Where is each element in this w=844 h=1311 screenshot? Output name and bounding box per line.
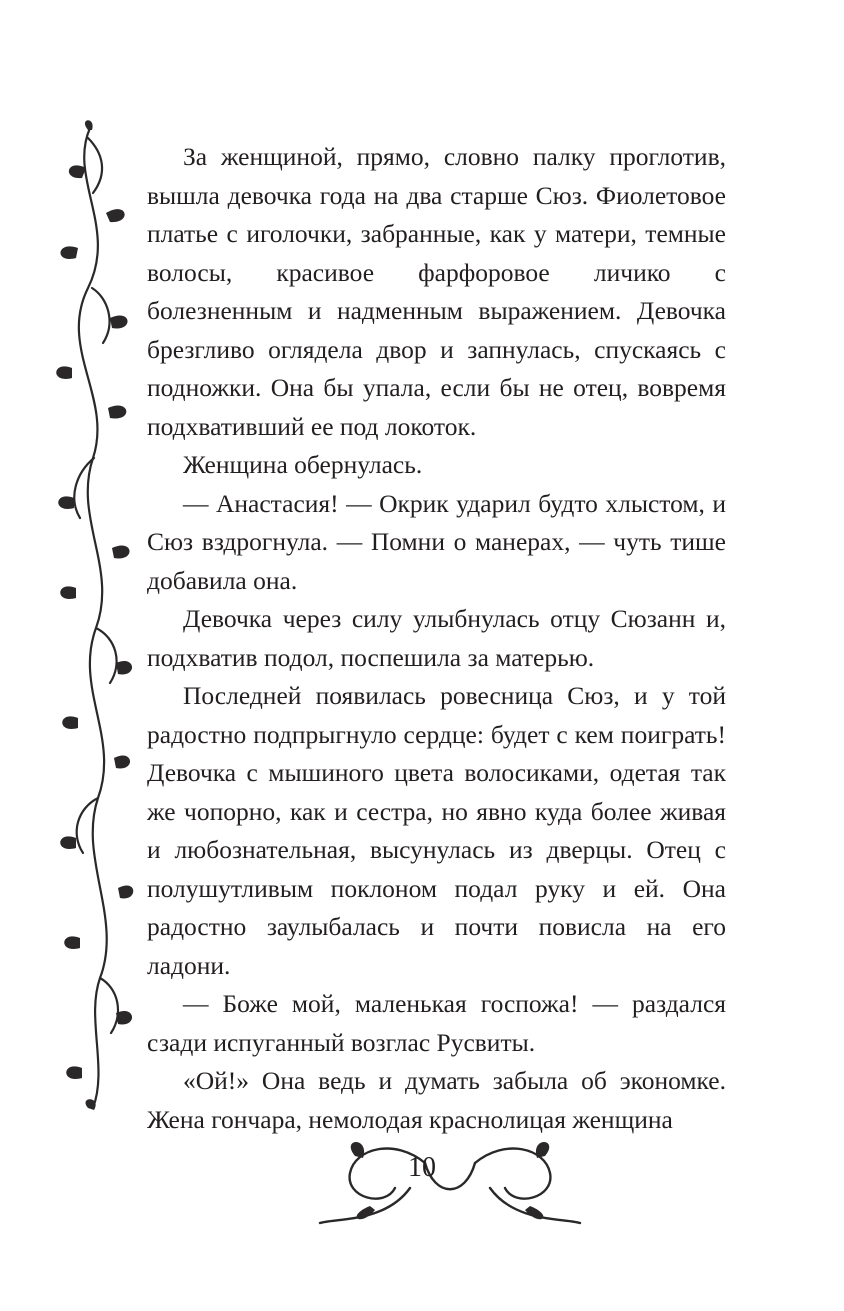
body-text — [147, 138, 726, 1139]
paragraph: — Боже мой, маленькая госпожа! — раздался сзади испуганный возглас Русвиты. — [147, 989, 726, 1057]
vine-ornament — [48, 118, 138, 1118]
paragraph: За женщиной, прямо, словно палку проглотив, вышла девочка года на два старше Сюз. Фиолетовое платье с иголочки, забранные, как у матери, темные волосы, красивое фарфоровое личико с болезненным и надменным выражением. Девочка брезгливо оглядела двор и запнулась, спускаясь с подножки. Она бы упала, если бы не отец, вовремя подхвативший ее под локоток. — [147, 142, 726, 441]
paragraph: — Анастасия! — Окрик ударил будто хлыстом, и Сюз вздрогнула. — Помни о манерах, — чуть тише добавила она. — [147, 488, 726, 595]
paragraph: «Ой!» Она ведь и думать забыла об экономке. Жена гончара, немолодая краснолицая женщина — [147, 1066, 726, 1134]
page-number: 10 — [408, 1152, 436, 1183]
paragraph: Девочка через силу улыбнулась отцу Сюзанн и, подхватив подол, поспешила за матерью. — [147, 604, 726, 672]
paragraph: Последней появилась ровесница Сюз, и у той радостно подпрыгнуло сердце: будет с кем поиграть! Девочка с мышиного цвета волосиками, одетая так же чопорно, как и сестра, но явно куда более живая и любознательная, высунулась из дверцы. Отец с полушутливым поклоном подал руку и ей. Она радостно заулыбалась и почти повисла на его ладони. — [147, 681, 726, 980]
paragraph: Женщина обернулась. — [183, 450, 423, 479]
